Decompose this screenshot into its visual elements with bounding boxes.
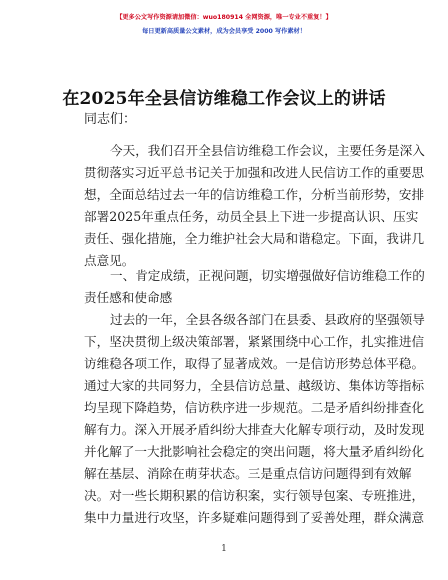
text-line: 过去的一年，全县各级各部门在县委、县政府的坚强领导 [110, 312, 425, 327]
text-line: 集中力量进行攻坚，许多疑难问题得到了妥善处理，群众满意 [84, 510, 425, 525]
text-line: 想，全面总结过去一年的信访维稳工作，分析当前形势，安排 [84, 187, 425, 202]
promo-banner-line-1: 【更多公文写作资源请加微信：wuo180914 全网资源，唯一专业不重复！】 [116, 14, 332, 21]
promo-banner-line-2: 每日更新高质量公文素材，成为会员享受 2000 写作素材！ [142, 28, 306, 35]
text-line: 解在基层、消除在萌芽状态。三是重点信访问题得到有效解 [84, 466, 412, 481]
text-line: 责任、强化措施，全力维护社会大局和谐稳定。下面，我讲几 [84, 231, 425, 246]
text-line: 均呈现下降趋势，信访秩序进一步规范。二是矛盾纠纷排查化 [84, 400, 425, 415]
text-line: 点意见。 [84, 253, 135, 268]
text-line: 访维稳各项工作，取得了显著成效。一是信访形势总体平稳。 [84, 356, 425, 371]
text-line: 责任感和使命感 [84, 290, 173, 305]
text-line: 贯彻落实习近平总书记关于加强和改进人民信访工作的重要思 [84, 165, 425, 180]
section-heading-1 [84, 265, 425, 309]
text-line: 通过大家的共同努力，全县信访总量、越级访、集体访等指标 [84, 378, 425, 393]
text-line: 下，坚决贯彻上级决策部署，紧紧围绕中心工作，扎实推进信 [84, 334, 425, 349]
text-line: 并化解了一大批影响社会稳定的突出问题，将大量矛盾纠纷化 [84, 444, 425, 459]
paragraph-opening [84, 140, 425, 272]
text-line: 一、肯定成绩，正视问题，切实增强做好信访维稳工作的 [110, 268, 425, 283]
paragraph-achievements [84, 309, 425, 529]
document-title: 在2025年全县信访维稳工作会议上的讲话 [62, 89, 386, 109]
text-line: 今天，我们召开全县信访维稳工作会议，主要任务是深入 [110, 143, 425, 158]
salutation: 同志们： [84, 112, 137, 127]
text-line: 决。对一些长期积累的信访积案，实行领导包案、专班推进， [84, 488, 425, 503]
page-number: 1 [221, 544, 227, 554]
text-line: 部署2025年重点任务，动员全县上下进一步提高认识、压实 [84, 209, 419, 224]
text-line: 解有力。深入开展矛盾纠纷大排查大化解专项行动，及时发现 [84, 422, 425, 437]
